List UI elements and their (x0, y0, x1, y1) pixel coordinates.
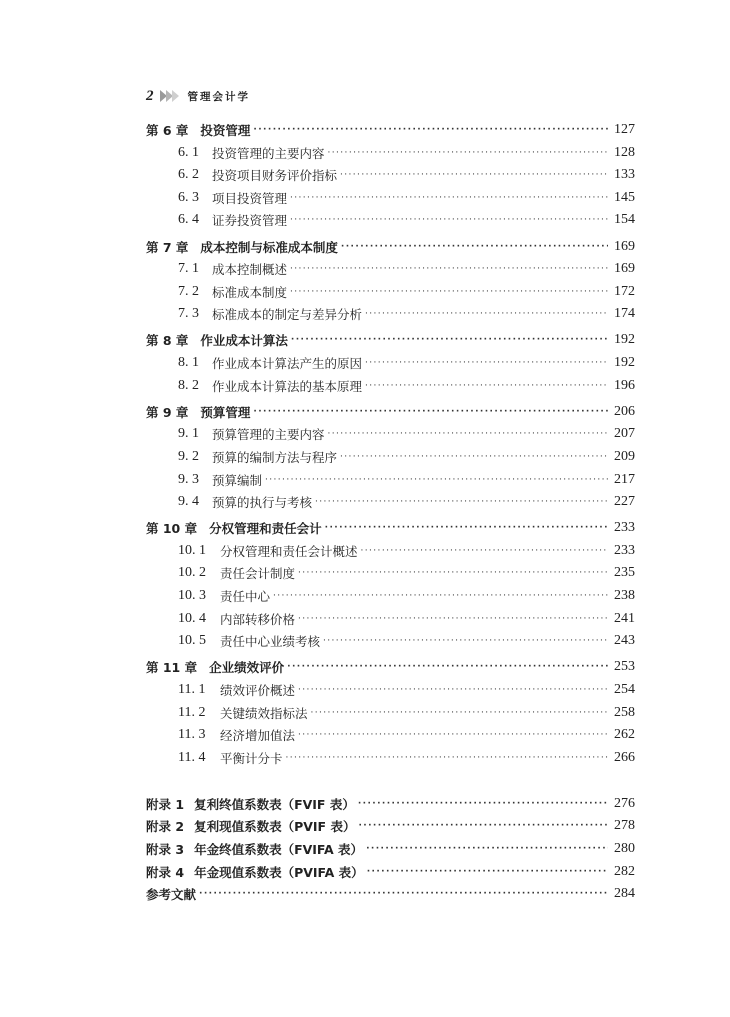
entry-title: 证券投资管理 (212, 213, 288, 229)
entry-number: 第 9 章 (146, 404, 189, 420)
entry-title: 经济增加值法 (220, 728, 296, 744)
entry-title: 成本控制与标准成本制度 (200, 239, 338, 255)
dot-leader (323, 634, 608, 648)
section-entry[interactable] (178, 562, 635, 584)
dot-leader (286, 751, 608, 765)
entry-page-number: 206 (614, 403, 635, 419)
section-entry[interactable] (178, 423, 635, 445)
section-entry[interactable] (178, 446, 635, 468)
entry-title: 作业成本计算法的基本原理 (212, 378, 363, 394)
dot-leader (290, 262, 608, 276)
dot-leader (340, 168, 608, 182)
entry-number: 附录 3 (146, 842, 185, 857)
entry-page-number: 169 (614, 238, 635, 254)
entry-page-number: 128 (614, 144, 635, 160)
dot-leader (358, 797, 608, 811)
entry-number: 第 8 章 (146, 333, 189, 349)
appendix-entry[interactable] (146, 838, 635, 860)
entry-title: 预算的执行与考核 (212, 495, 313, 511)
entry-title: 预算管理的主要内容 (212, 427, 325, 443)
entry-number: 9. 2 (178, 448, 199, 464)
dot-leader (367, 865, 608, 879)
section-entry[interactable] (178, 469, 635, 491)
section-entry[interactable] (178, 540, 635, 562)
double-arrow-icon (160, 90, 180, 102)
dot-leader (298, 612, 608, 626)
entry-number: 9. 3 (178, 471, 199, 487)
chapter-entry[interactable] (146, 119, 635, 141)
running-header (146, 86, 250, 106)
dot-leader (290, 213, 608, 227)
entry-page-number: 284 (614, 886, 635, 902)
entry-number: 附录 2 (146, 819, 185, 835)
entry-number: 第 6 章 (146, 123, 189, 138)
entry-title: 投资管理的主要内容 (212, 145, 325, 161)
dot-leader (265, 473, 608, 487)
dot-leader (361, 544, 608, 558)
entry-page-number: 262 (614, 727, 635, 743)
entry-page-number: 196 (614, 377, 635, 393)
entry-page-number: 278 (614, 818, 635, 834)
entry-title: 责任会计制度 (220, 566, 296, 582)
entry-number: 6. 2 (178, 167, 199, 183)
entry-title: 预算的编制方法与程序 (212, 449, 338, 465)
entry-page-number: 217 (614, 471, 635, 487)
section-entry[interactable] (178, 585, 635, 607)
entry-page-number: 227 (614, 494, 635, 510)
chapter-entry[interactable] (146, 401, 635, 423)
entry-number: 8. 2 (178, 377, 199, 393)
entry-page-number: 233 (614, 542, 635, 558)
section-entry[interactable] (178, 747, 635, 769)
entry-title: 分权管理和责任会计 (209, 521, 322, 537)
section-entry[interactable] (178, 702, 635, 724)
entry-number: 11. 1 (178, 681, 206, 697)
appendix-entry[interactable] (146, 815, 635, 837)
dot-leader (341, 240, 608, 254)
dot-leader (315, 495, 608, 509)
chapter-entry[interactable] (146, 236, 635, 258)
entry-page-number: 266 (614, 749, 635, 765)
page-number: 2 (146, 87, 154, 104)
entry-title: 平衡计分卡 (220, 750, 283, 766)
appendix-entry[interactable] (146, 793, 635, 815)
appendix-entry[interactable] (146, 861, 635, 883)
entry-number: 6. 3 (178, 189, 199, 205)
section-entry[interactable] (178, 352, 635, 374)
entry-title: 复利现值系数表（PVIF 表） (194, 819, 356, 835)
section-entry[interactable] (178, 258, 635, 280)
entry-page-number: 169 (614, 261, 635, 277)
entry-page-number: 145 (614, 189, 635, 205)
entry-page-number: 253 (614, 659, 635, 675)
entry-page-number: 258 (614, 704, 635, 720)
dot-leader (358, 819, 608, 833)
dot-leader (291, 333, 608, 347)
entry-number: 9. 4 (178, 494, 199, 510)
section-entry[interactable] (178, 209, 635, 231)
entry-number: 10. 5 (178, 633, 206, 649)
entry-number: 7. 2 (178, 283, 199, 299)
entry-number: 第 10 章 (146, 521, 198, 537)
chapter-entry[interactable] (146, 517, 635, 539)
section-entry[interactable] (178, 375, 635, 397)
entry-title: 标准成本制度 (212, 284, 288, 300)
dot-leader (328, 146, 608, 160)
entry-page-number: 192 (614, 332, 635, 348)
entry-title: 项目投资管理 (212, 190, 288, 206)
entry-page-number: 233 (614, 520, 635, 536)
entry-number: 11. 3 (178, 727, 206, 743)
entry-title: 企业绩效评价 (209, 660, 285, 676)
dot-leader (365, 356, 608, 370)
entry-page-number: 133 (614, 167, 635, 183)
dot-leader (273, 589, 608, 603)
dot-leader (366, 842, 608, 856)
entry-page-number: 243 (614, 633, 635, 649)
entry-title: 标准成本的制定与差异分析 (212, 307, 363, 323)
entry-page-number: 209 (614, 448, 635, 464)
dot-leader (199, 887, 608, 901)
dot-leader (328, 427, 608, 441)
entry-number: 10. 2 (178, 565, 206, 581)
dot-leader (298, 683, 608, 697)
book-title: 管理会计学 (187, 90, 250, 103)
entry-title: 复利终值系数表（FVIF 表） (194, 796, 355, 812)
dot-leader (325, 521, 608, 535)
entry-number: 10. 1 (178, 542, 206, 558)
entry-number: 第 7 章 (146, 239, 189, 255)
entry-title: 关键绩效指标法 (220, 705, 308, 721)
entry-title: 作业成本计算法产生的原因 (212, 356, 363, 371)
entry-title: 参考文献 (146, 887, 197, 903)
entry-number: 8. 1 (178, 355, 199, 370)
section-entry[interactable] (178, 187, 635, 209)
dot-leader (287, 660, 608, 674)
entry-number: 11. 4 (178, 749, 206, 765)
dot-leader (253, 405, 608, 419)
references-entry[interactable] (146, 883, 635, 905)
entry-page-number: 172 (614, 283, 635, 299)
section-entry[interactable] (178, 142, 635, 164)
dot-leader (290, 191, 608, 205)
entry-page-number: 192 (614, 355, 635, 370)
dot-leader (253, 123, 608, 137)
chapter-entry[interactable] (146, 656, 635, 678)
section-entry[interactable] (178, 608, 635, 630)
dot-leader (298, 566, 608, 580)
entry-title: 作业成本计算法 (200, 333, 288, 349)
entry-page-number: 127 (614, 122, 635, 137)
entry-number: 6. 1 (178, 144, 199, 160)
entry-page-number: 276 (614, 795, 635, 811)
entry-number: 7. 1 (178, 261, 199, 277)
entry-number: 9. 1 (178, 426, 199, 442)
entry-page-number: 207 (614, 426, 635, 442)
entry-title: 责任中心业绩考核 (220, 634, 321, 650)
entry-page-number: 238 (614, 588, 635, 603)
entry-title: 投资管理 (200, 123, 251, 138)
entry-number: 10. 3 (178, 588, 206, 603)
entry-number: 附录 4 (146, 864, 185, 880)
entry-page-number: 254 (614, 681, 635, 697)
entry-number: 6. 4 (178, 212, 199, 228)
chapter-entry[interactable] (146, 329, 635, 351)
entry-title: 预算编制 (212, 472, 263, 488)
section-entry[interactable] (178, 679, 635, 701)
dot-leader (311, 706, 608, 720)
entry-number: 第 11 章 (146, 660, 198, 676)
entry-title: 分权管理和责任会计概述 (220, 543, 358, 559)
dot-leader (298, 728, 608, 742)
section-entry[interactable] (178, 164, 635, 186)
entry-number: 附录 1 (146, 796, 185, 812)
entry-number: 11. 2 (178, 704, 206, 720)
section-entry[interactable] (178, 630, 635, 652)
entry-title: 投资项目财务评价指标 (212, 168, 338, 184)
entry-title: 年金现值系数表（PVIFA 表） (194, 864, 364, 880)
entry-title: 绩效评价概述 (220, 682, 296, 698)
entry-number: 7. 3 (178, 306, 199, 322)
entry-number: 10. 4 (178, 610, 206, 626)
entry-title: 预算管理 (200, 404, 251, 420)
dot-leader (290, 285, 608, 299)
entry-title: 年金终值系数表（FVIFA 表） (194, 842, 364, 857)
entry-page-number: 174 (614, 306, 635, 322)
section-entry[interactable] (178, 724, 635, 746)
entry-page-number: 280 (614, 841, 635, 856)
entry-title: 责任中心 (220, 589, 271, 604)
dot-leader (365, 379, 608, 393)
dot-leader (365, 307, 608, 321)
entry-page-number: 282 (614, 863, 635, 879)
entry-title: 内部转移价格 (220, 611, 296, 627)
section-entry[interactable] (178, 491, 635, 513)
entry-title: 成本控制概述 (212, 262, 288, 278)
dot-leader (340, 450, 608, 464)
section-entry[interactable] (178, 303, 635, 325)
section-entry[interactable] (178, 281, 635, 303)
entry-page-number: 235 (614, 565, 635, 581)
entry-page-number: 241 (614, 610, 635, 626)
entry-page-number: 154 (614, 212, 635, 228)
